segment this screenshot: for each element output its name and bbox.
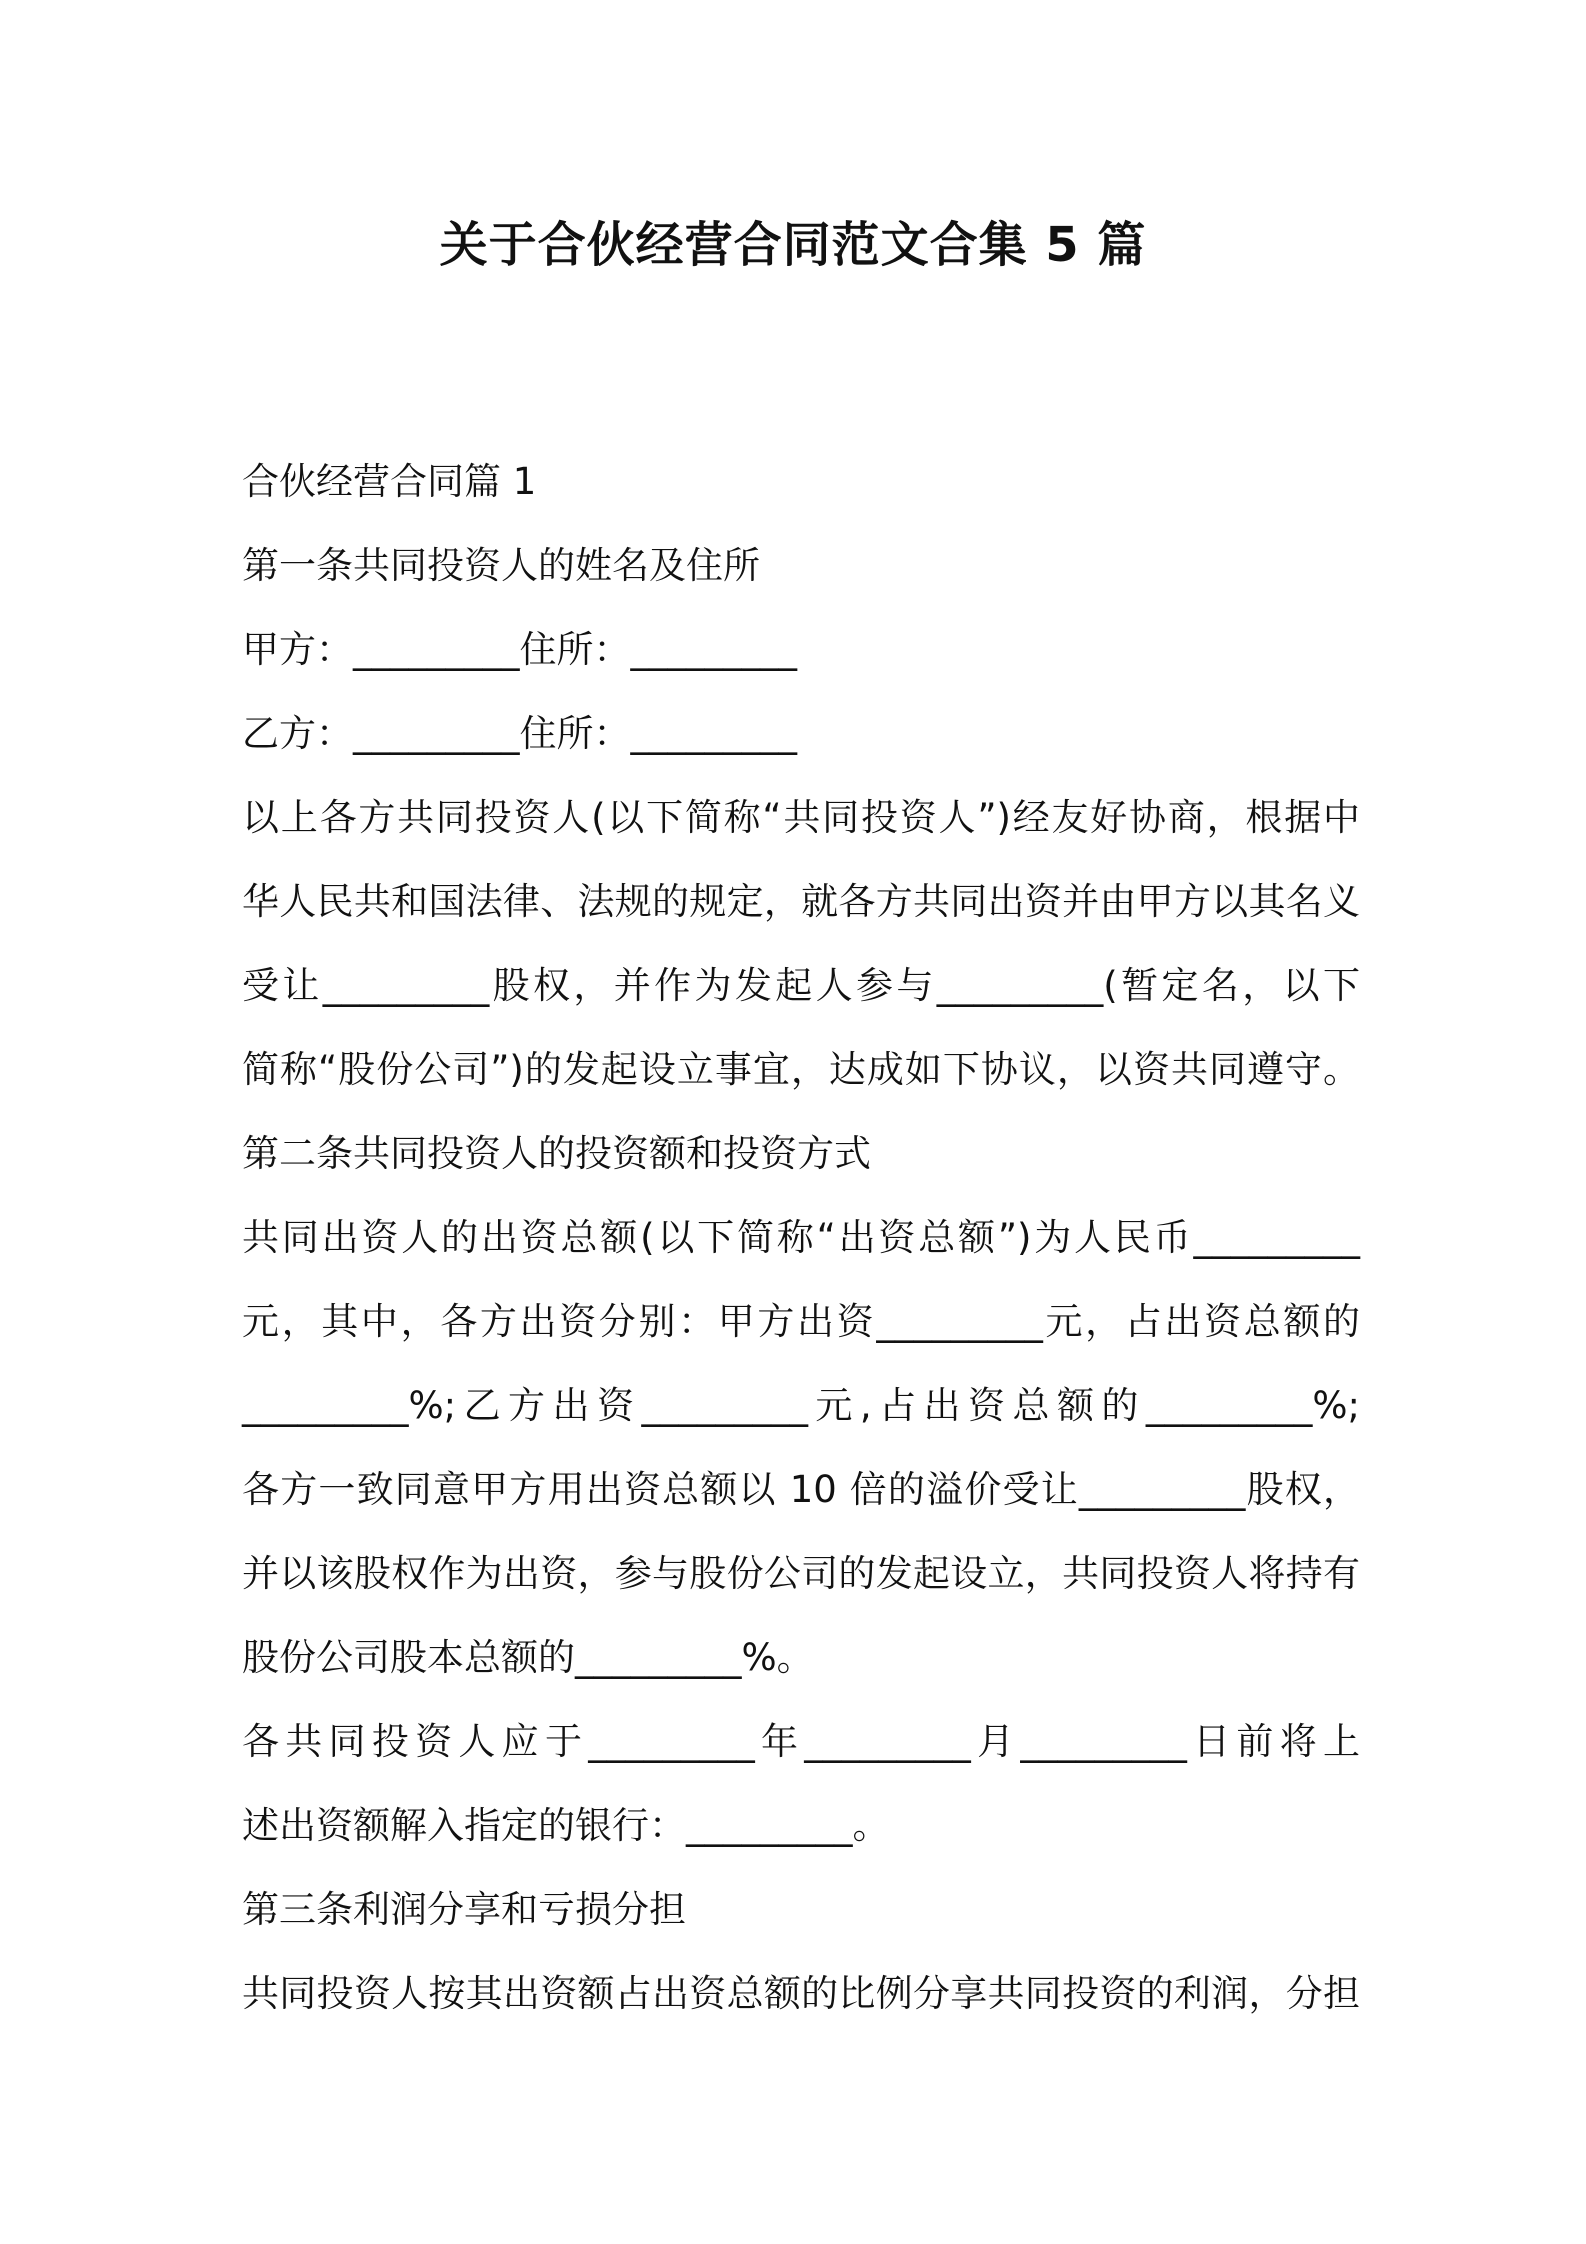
clause-heading: 第三条利润分享和亏损分担 xyxy=(242,1888,686,1931)
paragraph-line: 华人民共和国法律、法规的规定，就各方共同出资并由甲方以其名义 xyxy=(242,880,1360,923)
paragraph-line: 共同出资人的出资总额(以下简称“出资总额”)为人民币_________ xyxy=(242,1216,1360,1259)
paragraph-line: 述出资额解入指定的银行：_________。 xyxy=(242,1804,890,1847)
document-body xyxy=(242,440,1360,2036)
paragraph-line: 各方一致同意甲方用出资总额以 10 倍的溢价受让_________股权， xyxy=(242,1468,1360,1511)
paragraph-line: 受让_________股权，并作为发起人参与_________(暂定名，以下 xyxy=(242,964,1360,1007)
clause-heading: 第一条共同投资人的姓名及住所 xyxy=(242,544,760,587)
paragraph-line: 以上各方共同投资人(以下简称“共同投资人”)经友好协商，根据中 xyxy=(242,796,1360,839)
section-heading: 合伙经营合同篇 1 xyxy=(242,460,537,503)
paragraph-line: 元，其中，各方出资分别：甲方出资_________元，占出资总额的 xyxy=(242,1300,1360,1343)
party-a-line: 甲方：_________住所：_________ xyxy=(242,628,797,671)
paragraph-line: 股份公司股本总额的_________%。 xyxy=(242,1636,814,1679)
party-b-line: 乙方：_________住所：_________ xyxy=(242,712,797,755)
paragraph-line: 简称“股份公司”)的发起设立事宜，达成如下协议，以资共同遵守。 xyxy=(242,1048,1360,1091)
paragraph-line: 并以该股权作为出资，参与股份公司的发起设立，共同投资人将持有 xyxy=(242,1552,1360,1595)
clause-heading: 第二条共同投资人的投资额和投资方式 xyxy=(242,1132,871,1175)
paragraph-line: 各共同投资人应于_________年_________月_________日前将上 xyxy=(242,1720,1360,1763)
document-title: 关于合伙经营合同范文合集 5 篇 xyxy=(439,217,1147,273)
paragraph-line: 共同投资人按其出资额占出资总额的比例分享共同投资的利润，分担 xyxy=(242,1972,1360,2015)
paragraph-line: _________%;乙方出资_________元,占出资总额的_________%; xyxy=(242,1384,1360,1427)
